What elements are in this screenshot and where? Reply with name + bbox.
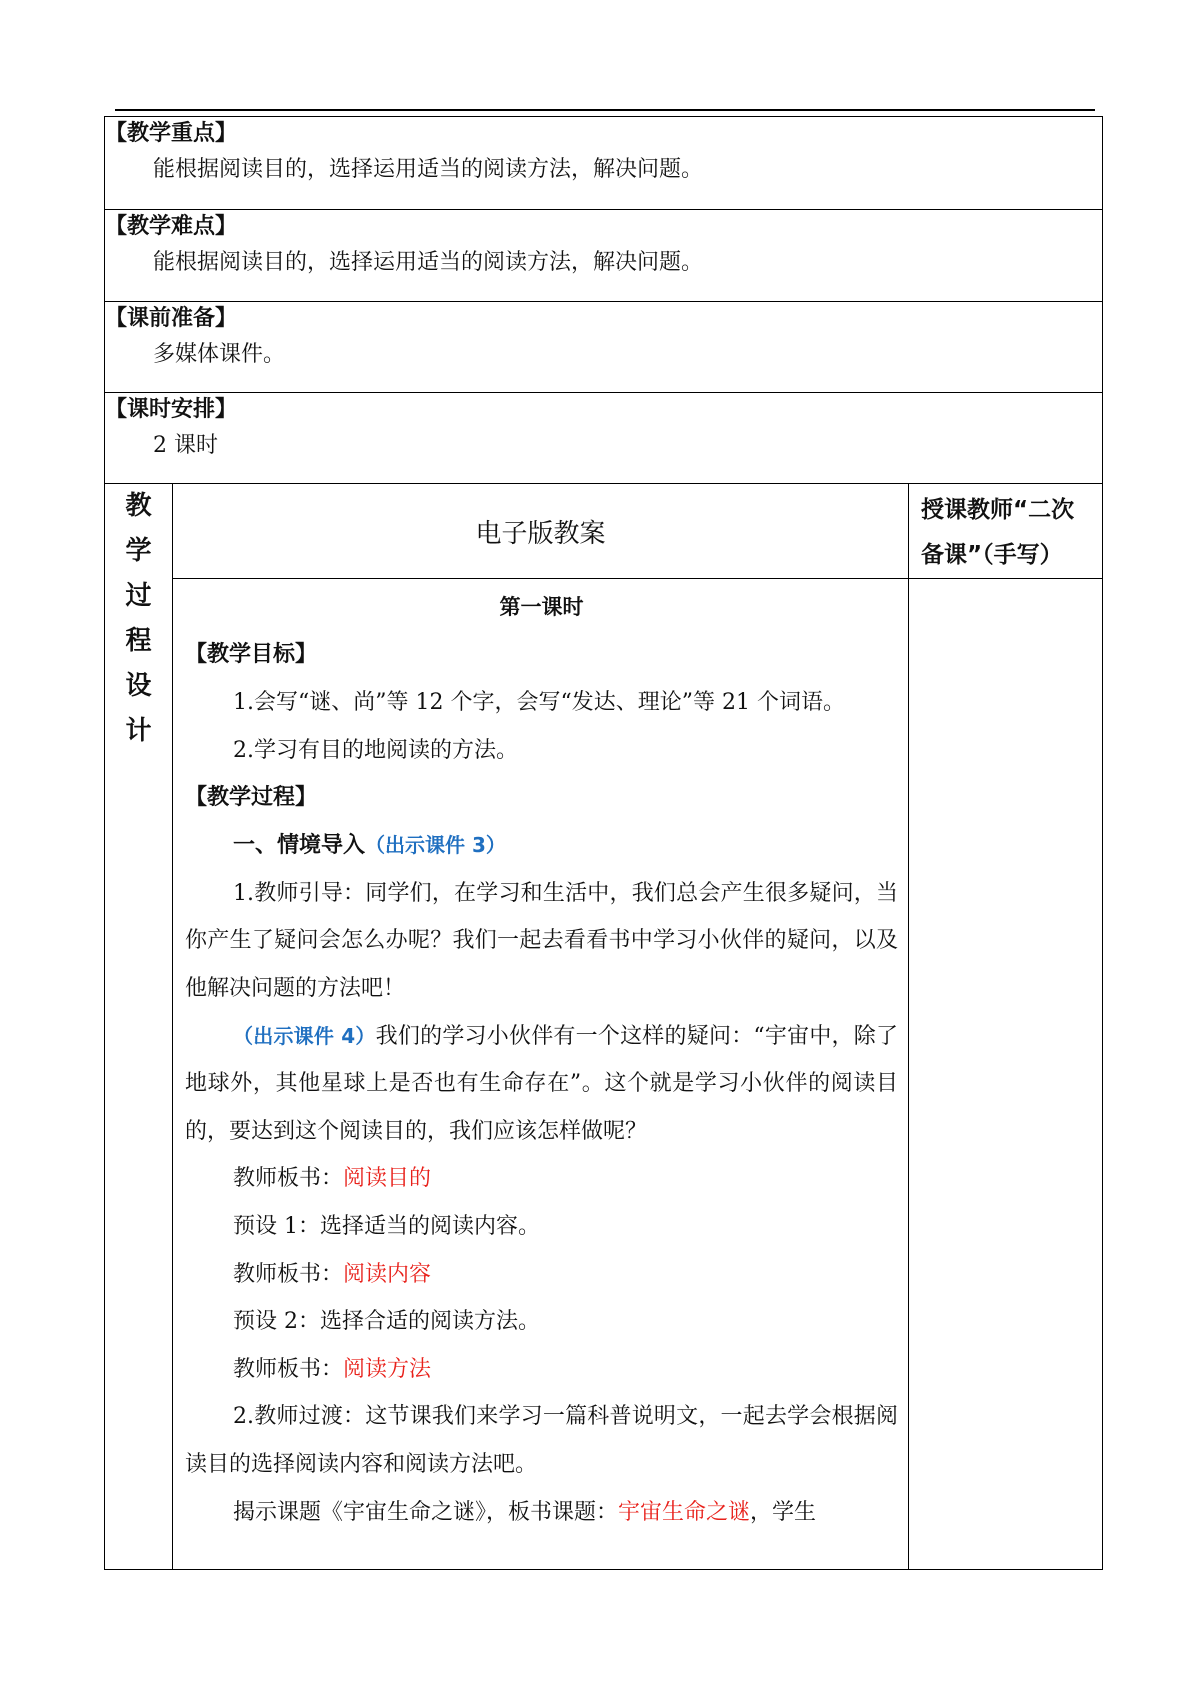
section-heading: 【课前准备】 (105, 306, 238, 331)
header-rule (115, 109, 1095, 111)
goal-item: 2.学习有目的地阅读的方法。 (233, 737, 518, 763)
key-points-section (105, 117, 1103, 210)
goals-heading: 【教学目标】 (185, 642, 318, 667)
lesson-title: 第一课时 (499, 595, 584, 619)
schedule-section (105, 393, 1103, 484)
handwritten-prep-title: 授课教师“二次备课”（手写） (909, 484, 1103, 579)
lesson-content (173, 579, 909, 1570)
board-label: 教师板书： (233, 1356, 344, 1382)
difficult-points-section (105, 210, 1103, 302)
section-heading: 【教学重点】 (105, 121, 238, 146)
goal-item: 1.会写“谜、尚”等 12 个字，会写“发达、理论”等 21 个词语。 (233, 690, 845, 715)
paragraph (185, 1013, 898, 1156)
paragraph-text: ，学生 (750, 1499, 817, 1525)
handwritten-notes-area (909, 579, 1103, 1570)
board-text: 阅读内容 (343, 1261, 432, 1287)
side-char: 设 (125, 671, 152, 701)
board-note (185, 1251, 898, 1299)
side-char: 计 (125, 716, 152, 746)
board-note (185, 1155, 898, 1203)
preset-line: 预设 2：选择合适的阅读方法。 (233, 1309, 540, 1335)
section-body: 2 课时 (153, 433, 218, 458)
side-char: 教 (125, 491, 152, 521)
board-text: 阅读目的 (343, 1166, 432, 1192)
preparation-section (105, 302, 1103, 393)
paragraph (185, 1489, 898, 1537)
side-char: 过 (125, 581, 152, 611)
preset-line: 预设 1：选择适当的阅读内容。 (233, 1213, 540, 1239)
step-heading (185, 822, 898, 870)
slide-reference: （出示课件 3） (365, 833, 506, 858)
board-label: 教师板书： (233, 1166, 344, 1192)
side-char: 程 (125, 626, 152, 656)
section-body: 能根据阅读目的，选择运用适当的阅读方法，解决问题。 (153, 250, 704, 275)
paragraph-text: 揭示课题《宇宙生命之谜》，板书课题： (233, 1499, 619, 1525)
board-text: 阅读方法 (343, 1356, 432, 1382)
side-char: 学 (125, 536, 152, 566)
slide-reference: （出示课件 4） (233, 1023, 376, 1048)
section-heading: 【课时安排】 (105, 397, 238, 422)
lesson-plan-table (104, 116, 1103, 1570)
board-label: 教师板书： (233, 1261, 344, 1287)
process-design-label (105, 484, 173, 1570)
electronic-plan-title: 电子版教案 (173, 484, 909, 579)
process-heading: 【教学过程】 (185, 785, 318, 811)
section-heading: 【教学难点】 (105, 214, 238, 239)
section-body: 多媒体课件。 (153, 342, 286, 367)
board-note (185, 1346, 898, 1394)
step-title: 一、情境导入 (233, 833, 366, 859)
paragraph-text: 我们的学习小伙伴有一个这样的疑问：“宇宙中，除了地球外，其他星球上是否也有生命存在”。这个就是学习小伙伴的阅读目的，要达到这个阅读目的，我们应该怎样做呢？ (185, 1023, 898, 1144)
paragraph: 1.教师引导：同学们，在学习和生活中，我们总会产生很多疑问，当你产生了疑问会怎么办呢？我们一起去看看书中学习小伙伴的疑问，以及他解决问题的方法吧！ (185, 880, 898, 1001)
board-text: 宇宙生命之谜 (618, 1499, 751, 1525)
paragraph: 2.教师过渡：这节课我们来学习一篇科普说明文，一起去学会根据阅读目的选择阅读内容和阅读方法吧。 (185, 1404, 898, 1477)
section-body: 能根据阅读目的，选择运用适当的阅读方法，解决问题。 (153, 157, 704, 182)
